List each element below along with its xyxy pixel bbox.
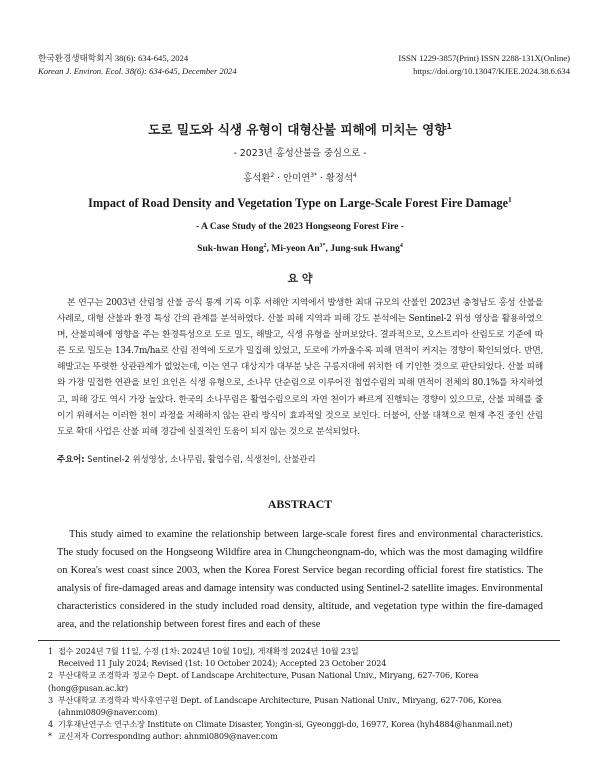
english-abstract-heading: ABSTRACT [267, 497, 333, 511]
keywords-label: 주요어: [57, 454, 85, 464]
footnote-text: 접수 2024년 7월 11일, 수정 (1차: 2024년 10월 10일), 게재확정 2024년 10월 23일 [58, 646, 359, 656]
title-english-text: Impact of Road Density and Vegetation Type on Large-Scale Forest Fire Damage [88, 196, 509, 210]
footnote-text: 교신저자 Corresponding author: ahnmi0809@naver.com [58, 731, 278, 742]
author-en-name: Jung-suk Hwang [330, 243, 400, 254]
title-english [0, 196, 600, 211]
author-separator: · [274, 173, 284, 184]
footnote [48, 718, 560, 730]
author-en-affiliation-mark: 4 [399, 242, 403, 249]
author-ko-affiliation-mark: 2 [270, 172, 275, 179]
subtitle-english: - A Case Study of the 2023 Hongseong Forest Fire - [195, 221, 405, 232]
title-korean [0, 119, 600, 138]
keywords [57, 453, 543, 465]
doi-link[interactable]: https://doi.org/10.13047/KJEE.2024.38.6.634 [413, 66, 570, 76]
authors-english [0, 243, 600, 254]
keywords-list: Sentinel-2 위성영상, 소나무림, 활엽수림, 식생천이, 산불관리 [87, 454, 316, 464]
journal-en: Korean J. Environ. Ecol. 38(6): 634-645, December 2024 [38, 66, 237, 76]
journal-citation [38, 52, 237, 78]
footnote [48, 730, 560, 742]
author-en-name: Suk-hwan Hong [197, 243, 264, 254]
english-abstract-text: This study aimed to examine the relationship between large-scale forest fires and environmental characteristics. The study focused on the Hongseong Wildfire area in Chungcheongnam-do, which was the most damaging wildfire on Korea's west coast since 2003, when the Korea Forest Service began recording official forest fire statistics. The analysis of fire-damaged areas and damage intensity was conducted using Sentinel-2 satellite images. Environmental characteristics considered in the study included road density, altitude, and vegetation type within the fire-damaged area, and the relationship between forest fires and each of these [57, 529, 543, 631]
subtitle-korean: - 2023년 홍성산불을 중심으로 - [233, 148, 367, 159]
korean-abstract-text: 본 연구는 2003년 산림청 산불 공식 통계 기록 이후 서해안 지역에서 발생한 최대 규모의 산불인 2023년 충청남도 홍성 산불을 사례로, 대형 산불과 환경 특성 간의 관계를 분석하였다. 산불 피해 지역과 피해 강도 분석에는 Sentinel-2 위성 영상을 활용하였으며, 산불피해에 영향을 주는 환경특성으로 도로 밀도, 해발고, 식생 유형을 살펴보았다. 결과적으로, 오스트리아 산림도로 기준에 따른 도로 밀도는 134.7m/ha로 산림 전역에 도로가 밀집해 있었고, 도로에 가까울수록 피해 면적이 커지는 경향이 확인되었다. 반면, 해발고는 뚜렷한 상관관계가 없었는데, 이는 연구 대상지가 대부분 낮은 구릉지대에 위치한 데 기인한 것으로 판단되었다. 산불 피해와 가장 밀접한 연관을 보인 요인은 식생 유형으로, 소나무 단순림으로 이루어진 침엽수림의 피해 면적이 전체의 80.1%를 차지하였고, 피해 강도 역시 가장 높았다. 한국의 소나무림은 활엽수림으로의 자연 천이가 빠르게 진행되는 경향이 있으므로, 산불 피해를 줄이기 위해서는 이러한 천이 과정을 저해하지 않는 관리 방식이 효과적일 것으로 보인다. 더불어, 산불 대책으로 현재 추진 중인 산림도로 확대 사업은 산불 피해 경감에 실질적인 도움이 되지 않는 것으로 분석되었다. [57, 298, 543, 437]
author-en-name: Mi-yeon An [271, 243, 320, 254]
title-korean-footnote-mark: 1 [446, 121, 452, 131]
footnote [48, 669, 560, 693]
author-en-affiliation-mark: 2 [263, 242, 267, 249]
authors-korean [0, 170, 600, 184]
footnote-number: 3 [48, 694, 53, 705]
title-english-footnote-mark: 1 [508, 194, 512, 204]
author-ko-affiliation-mark: 4 [353, 172, 357, 179]
author-separator: , [325, 243, 331, 254]
footnote-number: * [48, 731, 52, 742]
footnote-number: 4 [48, 719, 53, 730]
title-korean-text: 도로 밀도와 식생 유형이 대형산불 피해에 미치는 영향 [148, 122, 447, 137]
footnote [48, 694, 560, 718]
korean-abstract [57, 295, 543, 440]
footnote-text: (ahnmi0809@naver.com) [58, 707, 158, 718]
journal-ko: 한국환경생태학회지 38(6): 634-645, 2024 [38, 53, 189, 63]
footnote-text: 기후재난연구소 연구소장 Institute on Climate Disaster, Yongin-si, Gyeonggi-do, 16977, Korea (hyh4884@hanmail.net) [58, 719, 513, 730]
author-separator: · [316, 173, 326, 184]
author-ko-name: 황정석 [325, 173, 354, 184]
english-abstract [57, 526, 543, 635]
footnote-number: 1 [48, 646, 53, 656]
author-separator: , [266, 243, 272, 254]
footnote [48, 645, 560, 669]
author-ko-name: 안미연 [283, 173, 311, 184]
footnote-divider [38, 640, 560, 641]
journal-identifiers [398, 52, 570, 78]
author-en-affiliation-mark: 3* [319, 242, 326, 249]
footnote-text: Received 11 July 2024; Revised (1st: 10 October 2024); Accepted 23 October 2024 [58, 658, 387, 669]
author-ko-affiliation-mark: 3* [310, 172, 317, 179]
footnote-number: 2 [48, 670, 53, 681]
footnote-text: 부산대학교 조경학과 박사후연구원 Dept. of Landscape Architecture, Pusan National Univ., Miryang, 627-706, Korea [58, 694, 502, 705]
author-ko-name: 홍석환 [243, 173, 271, 184]
footnotes [48, 645, 560, 743]
issn: ISSN 1229-3857(Print) ISSN 2288-131X(Online) [398, 53, 570, 63]
footnote-text: 부산대학교 조경학과 정교수 Dept. of Landscape Architecture, Pusan National Univ., Miryang, 627-706, Korea (hong@pusan.ac.kr) [48, 670, 479, 693]
korean-abstract-heading: 요 약 [287, 272, 313, 285]
